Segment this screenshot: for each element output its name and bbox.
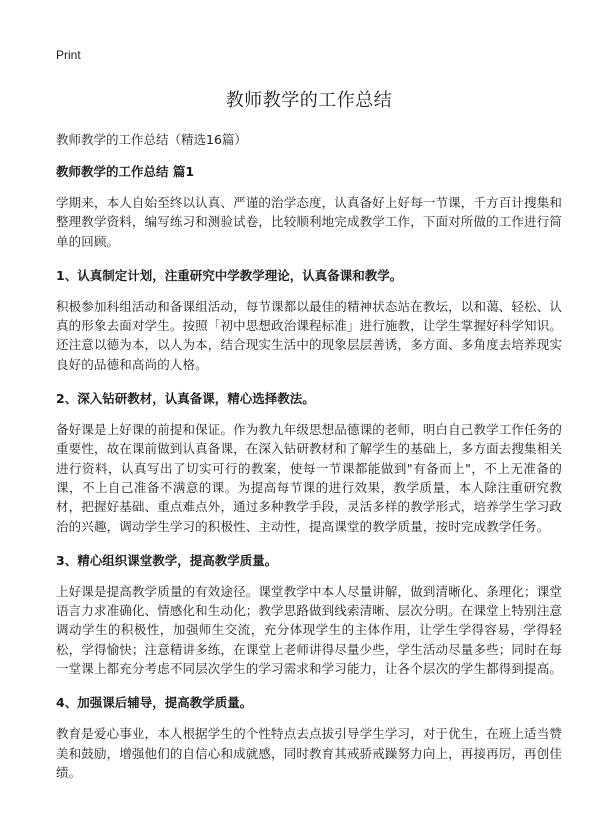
print-link[interactable]: Print <box>56 48 81 62</box>
item-heading-1: 1、认真制定计划，注重研究中学教学理论，认真备课和教学。 <box>56 267 403 283</box>
intro-paragraph: 学期来，本人自始至终以认真、严谨的治学态度，认真备好上好每一节课，千方百计搜集和整理教学资料，编写练习和测验试卷，比较顺利地完成教学工作，下面对所做的工作进行简单的回顾。 <box>56 195 563 249</box>
item-body-1: 积极参加科组活动和备课组活动，每节课都以最佳的精神状态站在教坛，以和蔼、轻松、认真的形象去面对学生。按照「初中思想政治课程标准」进行施教，让学生掌握好科学知识。还注意以德为本，以人为本，结合现实生活中的现象层层善诱，多方面、多角度去培养现实良好的品德和高尚的人格。 <box>56 298 563 372</box>
item-body-3: 上好课是提高教学质量的有效途径。课堂教学中本人尽量讲解，做到清晰化、条理化；课堂语言力求准确化、情感化和生动化；教学思路做到线索清晰、层次分明。在课堂上特别注意调动学生的积极性，加强师生交流，充分体现学生的主体作用，让学生学得容易，学得轻松，学得愉快；注意精讲多练，在课堂上老师讲得尽量少些，学生活动尽量多些；同时在每一堂课上都充分考虑不同层次学生的学习需求和学习能力，让各个层次的学生都得到提高。 <box>56 583 563 677</box>
document-subtitle: 教师教学的工作总结（精选16篇） <box>56 132 247 147</box>
item-heading-4: 4、加强课后辅导，提高教学质量。 <box>56 695 253 711</box>
item-body-2: 备好课是上好课的前提和保证。作为教九年级思想品德课的老师，明白自己教学工作任务的重要性，故在课前做到认真备课，在深入钻研教材和了解学生的基础上，多方面去搜集相关进行资料，认真写出了切实可行的教案，使每一节课都能做到"有备而上"，不上无准备的课，不上自己准备不满意的课。为提高每节课的进行效果，教学质量，本人除注重研究教材，把握好基础、重点难点外，通过多种教学手段，灵活多样的教学形式，培养学生学习政治的兴趣，调动学生学习的积极性、主动性，提高课堂的教学质量，按时完成教学任务。 <box>56 422 563 534</box>
document-title: 教师教学的工作总结 <box>225 90 393 111</box>
section-heading: 教师教学的工作总结 篇1 <box>56 164 195 179</box>
item-heading-2: 2、深入钻研教材，认真备课，精心选择教法。 <box>56 391 315 407</box>
item-body-4: 教育是爱心事业，本人根据学生的个性特点去点拔引导学生学习，对于优生，在班上适当赞美和鼓励，增强他们的自信心和成就感，同时教育其戒骄戒躁努力向上，再接再厉，再创佳绩。 <box>56 726 563 780</box>
item-heading-3: 3、精心组织课堂教学，提高教学质量。 <box>56 552 278 568</box>
